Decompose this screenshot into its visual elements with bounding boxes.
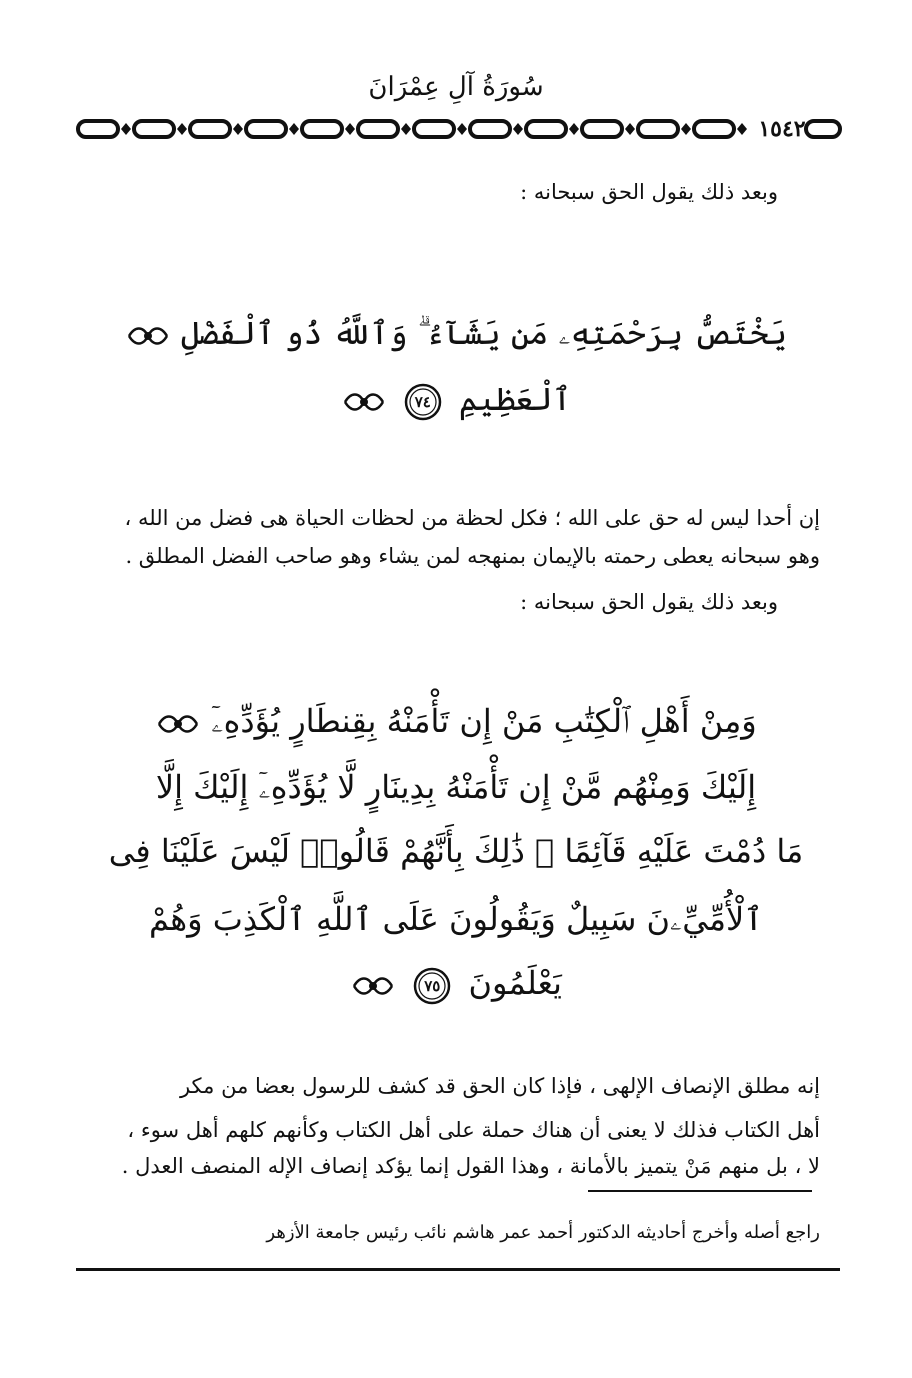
bottom-rule: [76, 1268, 840, 1271]
verse-75-line-4: ٱلْأُمِّيِّۦنَ سَبِيلٌ وَيَقُولُونَ عَلَى ٱللَّهِ ٱلْكَذِبَ وَهُمْ: [148, 900, 764, 938]
verse-75-line-5: يَعْلَمُونَ ٧٥: [0, 964, 912, 1006]
chain-border-end-icon: [800, 114, 844, 144]
commentary-2-line-1: إنه مطلق الإنصاف الإلهى ، فإذا كان الحق قد كشف للرسول بعضا من مكر: [179, 1074, 820, 1098]
ayah-number: ٧٥: [424, 976, 441, 995]
chain-border-icon: [74, 114, 774, 144]
verse-74-line-1: يَخْتَصُّ بِرَحْمَتِهِۦ مَن يَشَآءُ ۗ وَٱللَّهُ ذُو ٱلْفَضْلِ: [0, 314, 912, 353]
verse-ornament-icon: [350, 971, 396, 1001]
commentary-1-line-2: وهو سبحانه يعطى رحمته بالإيمان بمنهجه لمن يشاء وهو صاحب الفضل المطلق .: [125, 544, 820, 568]
commentary-2-line-3: لا ، بل منهم مَنْ يتميز بالأمانة ، وهذا القول إنما يؤكد إنصاف الإله المنصف العدل .: [121, 1154, 820, 1178]
commentary-1-line-3: وبعد ذلك يقول الحق سبحانه :: [520, 590, 778, 614]
footnote-text: راجع أصله وأخرج أحاديثه الدكتور أحمد عمر هاشم نائب رئيس جامعة الأزهر: [266, 1222, 820, 1243]
intro-text: وبعد ذلك يقول الحق سبحانه :: [520, 180, 778, 204]
commentary-2-line-2: أهل الكتاب فذلك لا يعنى أن هناك حملة على أهل الكتاب وكأنهم كلهم أهل سوء ،: [127, 1118, 820, 1142]
ayah-number: ٧٤: [414, 392, 431, 411]
surah-title: سُورَةُ آلِ عِمْرَانَ: [368, 72, 544, 102]
ayah-number-medallion-icon: [412, 966, 452, 1006]
ayah-number-medallion-icon: [403, 382, 443, 422]
verse-74-line-2: ٱلْعَظِيمِ ٧٤: [0, 380, 912, 422]
verse-ornament-icon: [125, 321, 171, 351]
verse-ornament-icon: [341, 387, 387, 417]
footnote-separator: [588, 1190, 812, 1192]
commentary-1-line-1: إن أحدا ليس له حق على الله ؛ فكل لحظة من لحظات الحياة هى فضل من الله ،: [124, 506, 820, 530]
verse-75-line-2: إِلَيْكَ وَمِنْهُم مَّنْ إِن تَأْمَنْهُ بِدِينَارٍ لَّا يُؤَدِّهِۦٓ إِلَيْكَ إِلَّا: [155, 768, 757, 806]
page-number: ١٥٤٢: [758, 116, 806, 142]
verse-75-line-3: مَا دُمْتَ عَلَيْهِ قَآئِمًا ۗ ذَٰلِكَ بِأَنَّهُمْ قَالُوا۟ لَيْسَ عَلَيْنَا فِى: [108, 832, 804, 870]
verse-ornament-icon: [155, 709, 201, 739]
verse-75-line-1: وَمِنْ أَهْلِ ٱلْكِتَٰبِ مَنْ إِن تَأْمَنْهُ بِقِنطَارٍ يُؤَدِّهِۦٓ: [0, 702, 912, 741]
